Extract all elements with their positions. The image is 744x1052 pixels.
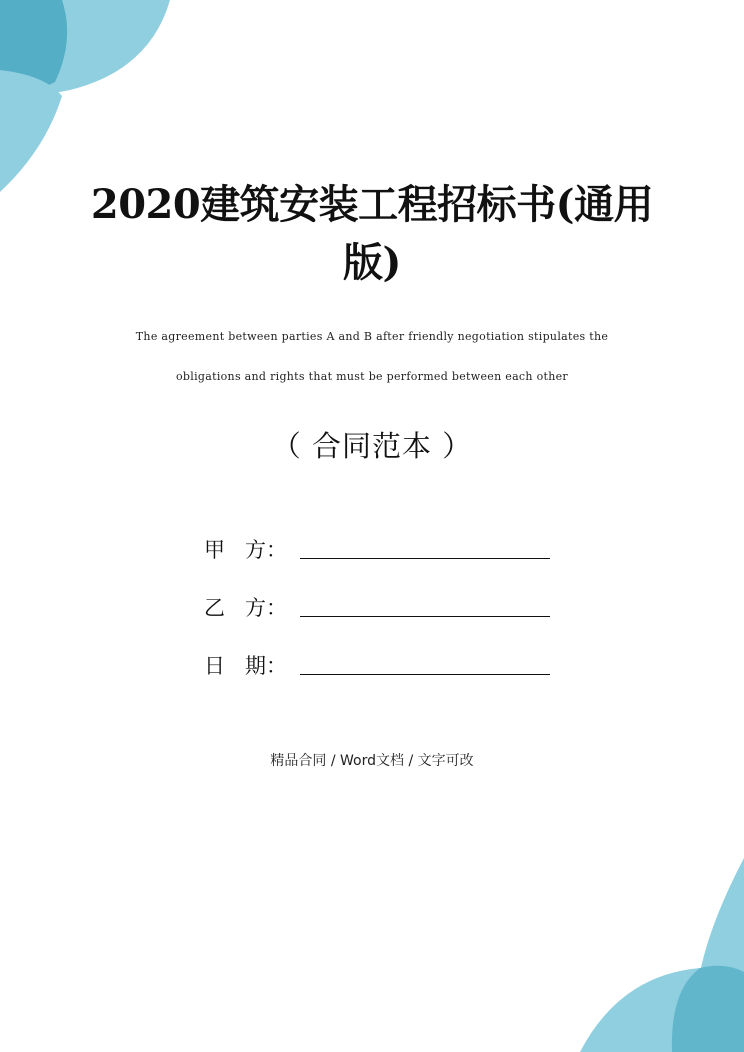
date-blank-line[interactable]: [300, 674, 550, 675]
document-title: [90, 176, 654, 292]
party-b-blank-line[interactable]: [300, 616, 550, 617]
party-a-label: 甲 方：: [204, 538, 288, 562]
title-line-1: 2020建筑安装工程招标书(通用: [90, 181, 654, 228]
english-description-line-1: The agreement between parties A and B after friendly negotiation stipulates the: [135, 330, 609, 343]
party-b-label: 乙 方：: [204, 596, 288, 620]
contract-template-subtitle: （ 合同范本 ）: [271, 429, 473, 463]
date-label: 日 期：: [204, 654, 288, 678]
title-line-2: 版): [343, 239, 401, 286]
party-a-blank-line[interactable]: [300, 558, 550, 559]
bottom-right-circles: [580, 858, 744, 1052]
english-description-line-2: obligations and rights that must be performed between each other: [176, 370, 568, 383]
footer-note: 精品合同 / Word文档 / 文字可改: [270, 753, 474, 769]
top-left-circles: [0, 0, 170, 192]
